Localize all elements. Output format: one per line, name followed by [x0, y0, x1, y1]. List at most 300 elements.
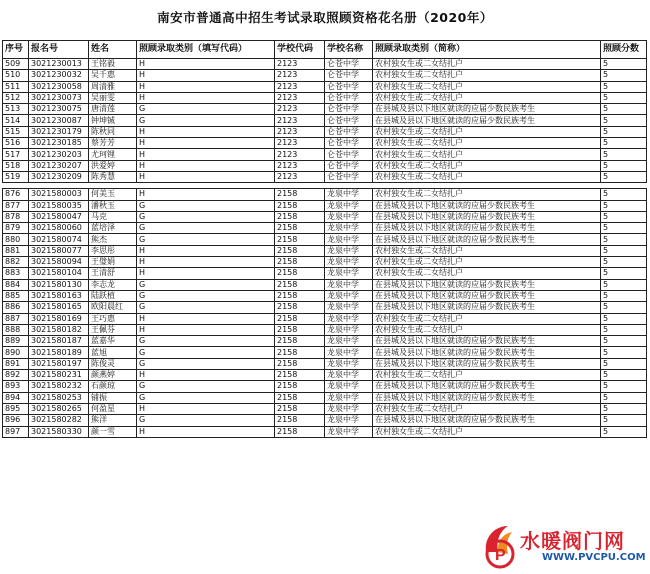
table-cell: 龙泉中学: [325, 257, 373, 268]
table-cell: 5: [601, 59, 647, 70]
table-cell: 3021230058: [29, 81, 89, 92]
table-cell: 5: [601, 381, 647, 392]
table-cell: 881: [3, 245, 29, 256]
table-cell: H: [137, 160, 275, 171]
table-cell: 5: [601, 324, 647, 335]
table-cell: 2123: [275, 160, 325, 171]
table-cell: 2158: [275, 347, 325, 358]
table-cell: 2158: [275, 279, 325, 290]
table-cell: 883: [3, 268, 29, 279]
table-cell: 5: [601, 257, 647, 268]
table-cell: 农村独女生或二女结扎户: [373, 59, 601, 70]
table-cell: 3021580189: [29, 347, 89, 358]
table-cell: 仑苍中学: [325, 70, 373, 81]
table-cell: 3021580047: [29, 211, 89, 222]
table-cell: G: [137, 211, 275, 222]
table-cell: 仑苍中学: [325, 92, 373, 103]
table-cell: 877: [3, 200, 29, 211]
table-cell: G: [137, 392, 275, 403]
table-cell: 5: [601, 290, 647, 301]
table-cell: 何盈星: [89, 403, 137, 414]
table-row: [3, 302, 647, 313]
table-cell: 在县城及县以下地区就读的应届少数民族考生: [373, 211, 601, 222]
table-cell: 511: [3, 81, 29, 92]
table-cell: G: [137, 336, 275, 347]
table-cell: 仑苍中学: [325, 160, 373, 171]
table-cell: 2158: [275, 189, 325, 200]
table-cell: 潘秋玉: [89, 200, 137, 211]
table-cell: 农村独女生或二女结扎户: [373, 126, 601, 137]
table-row: [3, 211, 647, 222]
table-cell: 王璧娟: [89, 257, 137, 268]
table-cell: 5: [601, 234, 647, 245]
table-cell: 在县城及县以下地区就读的应届少数民族考生: [373, 381, 601, 392]
table-cell: 5: [601, 92, 647, 103]
table-row: [3, 336, 647, 347]
table-cell: 欧阳晨红: [89, 302, 137, 313]
table-row: [3, 149, 647, 160]
table-cell: 2158: [275, 370, 325, 381]
table-cell: 农村独女生或二女结扎户: [373, 426, 601, 437]
table-cell: 2123: [275, 149, 325, 160]
table-cell: 3021230075: [29, 104, 89, 115]
table-row: [3, 347, 647, 358]
table-cell: 农村独女生或二女结扎户: [373, 257, 601, 268]
table-row: [3, 426, 647, 437]
table-cell: 王铭毅: [89, 59, 137, 70]
table-cell: 龙泉中学: [325, 358, 373, 369]
table-cell: 2158: [275, 336, 325, 347]
watermark-site-url: WWW.PVCPU.COM: [542, 552, 646, 563]
table-cell: 3021580094: [29, 257, 89, 268]
table-cell: 周清雅: [89, 81, 137, 92]
table-cell: 龙泉中学: [325, 245, 373, 256]
table-row: [3, 392, 647, 403]
table-cell: 512: [3, 92, 29, 103]
table-cell: 农村独女生或二女结扎户: [373, 171, 601, 182]
table-cell: G: [137, 381, 275, 392]
table-cell: 吴丽雯: [89, 92, 137, 103]
table-cell: H: [137, 245, 275, 256]
table-cell: 516: [3, 138, 29, 149]
table-cell: H: [137, 138, 275, 149]
table-cell: 2123: [275, 115, 325, 126]
table-cell: 马克: [89, 211, 137, 222]
table-row: [3, 324, 647, 335]
table-row: [3, 115, 647, 126]
table-row: [3, 403, 647, 414]
site-watermark: [480, 522, 645, 572]
table-cell: 龙泉中学: [325, 268, 373, 279]
table-cell: 在县城及县以下地区就读的应届少数民族考生: [373, 347, 601, 358]
table-cell: 农村独女生或二女结扎户: [373, 81, 601, 92]
table-cell: 896: [3, 415, 29, 426]
table-cell: 3021580035: [29, 200, 89, 211]
table-cell: 仑苍中学: [325, 126, 373, 137]
table-cell: G: [137, 279, 275, 290]
table-cell: 农村独女生或二女结扎户: [373, 92, 601, 103]
table-row: [3, 223, 647, 234]
table-cell: 5: [601, 268, 647, 279]
table-cell: 5: [601, 403, 647, 414]
table-cell: 尤珂锂: [89, 149, 137, 160]
table-cell: 5: [601, 138, 647, 149]
table-cell: 吴千惠: [89, 70, 137, 81]
table-cell: 3021230179: [29, 126, 89, 137]
table-cell: 3021230087: [29, 115, 89, 126]
table-cell: 蓝旭: [89, 347, 137, 358]
table-header-row: [3, 41, 647, 59]
table-cell: G: [137, 347, 275, 358]
table-cell: 洪爱婷: [89, 160, 137, 171]
table-cell: 农村独女生或二女结扎户: [373, 149, 601, 160]
table-cell: G: [137, 200, 275, 211]
table-cell: 510: [3, 70, 29, 81]
table-cell: 3021580197: [29, 358, 89, 369]
table-cell: 2158: [275, 403, 325, 414]
table-row: [3, 92, 647, 103]
table-cell: H: [137, 171, 275, 182]
table-cell: 龙泉中学: [325, 370, 373, 381]
table-cell: 蔡芳芳: [89, 138, 137, 149]
table-row: [3, 70, 647, 81]
column-header: 序号: [3, 41, 29, 59]
table-cell: 在县城及县以下地区就读的应届少数民族考生: [373, 104, 601, 115]
table-cell: 农村独女生或二女结扎户: [373, 370, 601, 381]
table-cell: H: [137, 81, 275, 92]
table-cell: 仑苍中学: [325, 59, 373, 70]
table-cell: 在县城及县以下地区就读的应届少数民族考生: [373, 358, 601, 369]
table-cell: 熊洋: [89, 415, 137, 426]
table-cell: 龙泉中学: [325, 403, 373, 414]
table-cell: 王佩芬: [89, 324, 137, 335]
table-cell: 3021230209: [29, 171, 89, 182]
table-cell: 2158: [275, 313, 325, 324]
table-cell: H: [137, 189, 275, 200]
table-cell: 884: [3, 279, 29, 290]
table-cell: 龙泉中学: [325, 392, 373, 403]
table-cell: 唐清莲: [89, 104, 137, 115]
table-cell: 518: [3, 160, 29, 171]
table-cell: 在县城及县以下地区就读的应届少数民族考生: [373, 115, 601, 126]
table-cell: 仑苍中学: [325, 138, 373, 149]
table-cell: 5: [601, 336, 647, 347]
table-cell: 5: [601, 313, 647, 324]
table-row: [3, 279, 647, 290]
table-row: [3, 160, 647, 171]
table-cell: 龙泉中学: [325, 381, 373, 392]
table-cell: 885: [3, 290, 29, 301]
table-cell: 3021580003: [29, 189, 89, 200]
table-cell: 农村独女生或二女结扎户: [373, 403, 601, 414]
table-cell: 2158: [275, 415, 325, 426]
table-cell: 仑苍中学: [325, 104, 373, 115]
table-cell: H: [137, 126, 275, 137]
table-cell: 2158: [275, 245, 325, 256]
table-cell: 2158: [275, 200, 325, 211]
table-cell: 龙泉中学: [325, 336, 373, 347]
table-cell: 2158: [275, 234, 325, 245]
table-cell: 3021580169: [29, 313, 89, 324]
table-cell: 颜燕婷: [89, 370, 137, 381]
table-cell: 2123: [275, 126, 325, 137]
table-cell: G: [137, 290, 275, 301]
table-cell: 龙泉中学: [325, 189, 373, 200]
table-cell: 农村独女生或二女结扎户: [373, 70, 601, 81]
table-cell: 2158: [275, 358, 325, 369]
table-cell: 3021580182: [29, 324, 89, 335]
table-cell: 894: [3, 392, 29, 403]
table-cell: 890: [3, 347, 29, 358]
table-cell: 铺振: [89, 392, 137, 403]
table-cell: 5: [601, 126, 647, 137]
table-cell: 李志龙: [89, 279, 137, 290]
table-cell: 农村独女生或二女结扎户: [373, 160, 601, 171]
table-row: [3, 415, 647, 426]
table-cell: 龙泉中学: [325, 347, 373, 358]
table-cell: H: [137, 70, 275, 81]
table-cell: H: [137, 426, 275, 437]
table-cell: 3021580130: [29, 279, 89, 290]
table-cell: 5: [601, 171, 647, 182]
table-row: [3, 59, 647, 70]
table-cell: 3021580077: [29, 245, 89, 256]
table-cell: 在县城及县以下地区就读的应届少数民族考生: [373, 234, 601, 245]
document-title: 南安市普通高中招生考试录取照顾资格花名册（2020年）: [157, 10, 493, 25]
table-cell: 876: [3, 189, 29, 200]
table-cell: 在县城及县以下地区就读的应届少数民族考生: [373, 279, 601, 290]
table-cell: H: [137, 257, 275, 268]
table-cell: 5: [601, 370, 647, 381]
table-cell: 龙泉中学: [325, 290, 373, 301]
table-cell: 3021230073: [29, 92, 89, 103]
table-cell: 3021230207: [29, 160, 89, 171]
column-header: 照顾录取类别（填写代码）: [137, 41, 275, 59]
table-cell: 3021580253: [29, 392, 89, 403]
table-cell: H: [137, 324, 275, 335]
table-cell: 897: [3, 426, 29, 437]
table-cell: 在县城及县以下地区就读的应届少数民族考生: [373, 336, 601, 347]
table-cell: 5: [601, 211, 647, 222]
table-cell: 龙泉中学: [325, 211, 373, 222]
table-cell: H: [137, 268, 275, 279]
table-row: [3, 245, 647, 256]
table-cell: 3021230203: [29, 149, 89, 160]
table-cell: 5: [601, 302, 647, 313]
table-cell: 515: [3, 126, 29, 137]
table-cell: 龙泉中学: [325, 223, 373, 234]
table-cell: 893: [3, 381, 29, 392]
table-cell: 3021580104: [29, 268, 89, 279]
table-cell: 878: [3, 211, 29, 222]
table-cell: 887: [3, 313, 29, 324]
table-cell: 龙泉中学: [325, 200, 373, 211]
table-row: [3, 313, 647, 324]
table-cell: 陆跃植: [89, 290, 137, 301]
table-cell: 李思彤: [89, 245, 137, 256]
column-header: 姓名: [89, 41, 137, 59]
table-cell: 农村独女生或二女结扎户: [373, 324, 601, 335]
table-cell: 5: [601, 347, 647, 358]
table-cell: G: [137, 115, 275, 126]
table-cell: 农村独女生或二女结扎户: [373, 313, 601, 324]
table-cell: 在县城及县以下地区就读的应届少数民族考生: [373, 223, 601, 234]
table-cell: 3021230013: [29, 59, 89, 70]
table-cell: 蓝培泽: [89, 223, 137, 234]
column-header: 学校名称: [325, 41, 373, 59]
table-cell: 5: [601, 115, 647, 126]
table-row: [3, 81, 647, 92]
table-cell: 仑苍中学: [325, 149, 373, 160]
table-cell: 2158: [275, 392, 325, 403]
table-row: [3, 370, 647, 381]
table-cell: 农村独女生或二女结扎户: [373, 189, 601, 200]
table-row: [3, 126, 647, 137]
table-cell: H: [137, 403, 275, 414]
pvcpu-logo-icon: [480, 522, 520, 570]
table-cell: 蓝嘉华: [89, 336, 137, 347]
table-cell: G: [137, 415, 275, 426]
table-cell: 888: [3, 324, 29, 335]
table-cell: G: [137, 223, 275, 234]
table-row: [3, 104, 647, 115]
table-cell: 3021230032: [29, 70, 89, 81]
roster-table-wrap: [2, 40, 647, 438]
table-cell: 龙泉中学: [325, 302, 373, 313]
table-cell: G: [137, 104, 275, 115]
table-cell: 陈俊灵: [89, 358, 137, 369]
table-row: [3, 257, 647, 268]
table-cell: 3021580074: [29, 234, 89, 245]
table-cell: G: [137, 302, 275, 313]
table-cell: 5: [601, 81, 647, 92]
table-cell: G: [137, 234, 275, 245]
table-cell: 514: [3, 115, 29, 126]
table-cell: H: [137, 149, 275, 160]
table-cell: H: [137, 370, 275, 381]
table-cell: 农村独女生或二女结扎户: [373, 268, 601, 279]
table-cell: 519: [3, 171, 29, 182]
table-cell: G: [137, 358, 275, 369]
table-cell: 龙泉中学: [325, 415, 373, 426]
table-row: [3, 268, 647, 279]
table-cell: 龙泉中学: [325, 426, 373, 437]
table-cell: 2123: [275, 104, 325, 115]
table-cell: 仑苍中学: [325, 171, 373, 182]
table-cell: 仑苍中学: [325, 115, 373, 126]
table-cell: 5: [601, 223, 647, 234]
table-cell: 龙泉中学: [325, 234, 373, 245]
table-cell: 王清舒: [89, 268, 137, 279]
svg-text:P: P: [495, 547, 506, 564]
table-cell: 农村独女生或二女结扎户: [373, 245, 601, 256]
table-cell: 3021580231: [29, 370, 89, 381]
table-cell: 在县城及县以下地区就读的应届少数民族考生: [373, 200, 601, 211]
table-cell: 5: [601, 415, 647, 426]
table-cell: H: [137, 59, 275, 70]
table-cell: 熊杰: [89, 234, 137, 245]
table-cell: 882: [3, 257, 29, 268]
column-header: 照顾录取类别（简称）: [373, 41, 601, 59]
table-cell: 龙泉中学: [325, 324, 373, 335]
table-cell: 3021580165: [29, 302, 89, 313]
table-cell: 2123: [275, 70, 325, 81]
column-header: 学校代码: [275, 41, 325, 59]
table-cell: 5: [601, 426, 647, 437]
table-cell: 2158: [275, 223, 325, 234]
table-cell: 509: [3, 59, 29, 70]
table-cell: 2158: [275, 290, 325, 301]
column-header: 照顾分数: [601, 41, 647, 59]
table-cell: 龙泉中学: [325, 279, 373, 290]
table-cell: 513: [3, 104, 29, 115]
table-cell: 3021580330: [29, 426, 89, 437]
table-cell: 何美玉: [89, 189, 137, 200]
table-row: [3, 138, 647, 149]
table-cell: 2123: [275, 81, 325, 92]
table-cell: 2158: [275, 302, 325, 313]
table-cell: 王巧惠: [89, 313, 137, 324]
table-row: [3, 290, 647, 301]
table-cell: 5: [601, 189, 647, 200]
table-cell: 3021580163: [29, 290, 89, 301]
table-cell: 2158: [275, 257, 325, 268]
table-cell: 仑苍中学: [325, 81, 373, 92]
table-cell: 2123: [275, 138, 325, 149]
table-cell: 2158: [275, 268, 325, 279]
table-cell: H: [137, 92, 275, 103]
table-cell: 2123: [275, 92, 325, 103]
table-cell: 在县城及县以下地区就读的应届少数民族考生: [373, 392, 601, 403]
roster-table: [2, 40, 647, 438]
table-cell: 5: [601, 70, 647, 81]
table-cell: 陈秋同: [89, 126, 137, 137]
table-cell: 3021580232: [29, 381, 89, 392]
table-cell: 886: [3, 302, 29, 313]
table-cell: 879: [3, 223, 29, 234]
table-cell: 2158: [275, 324, 325, 335]
table-cell: 2158: [275, 426, 325, 437]
table-cell: 891: [3, 358, 29, 369]
table-cell: 5: [601, 392, 647, 403]
table-row: [3, 200, 647, 211]
table-cell: 2158: [275, 381, 325, 392]
table-cell: 钟坤铖: [89, 115, 137, 126]
table-cell: 2123: [275, 171, 325, 182]
table-cell: 5: [601, 245, 647, 256]
table-row: [3, 234, 647, 245]
table-cell: 5: [601, 200, 647, 211]
table-cell: 5: [601, 160, 647, 171]
table-cell: 880: [3, 234, 29, 245]
table-row: [3, 171, 647, 182]
table-cell: 892: [3, 370, 29, 381]
table-cell: H: [137, 313, 275, 324]
table-cell: 517: [3, 149, 29, 160]
table-cell: 2123: [275, 59, 325, 70]
table-cell: 龙泉中学: [325, 313, 373, 324]
table-cell: 5: [601, 149, 647, 160]
table-cell: 在县城及县以下地区就读的应届少数民族考生: [373, 290, 601, 301]
table-cell: 农村独女生或二女结扎户: [373, 138, 601, 149]
watermark-site-name: 水暖阀门网: [520, 529, 625, 553]
table-cell: 5: [601, 279, 647, 290]
column-header: 报名号: [29, 41, 89, 59]
table-cell: 895: [3, 403, 29, 414]
table-cell: 在县城及县以下地区就读的应届少数民族考生: [373, 302, 601, 313]
table-cell: 颜一雪: [89, 426, 137, 437]
table-cell: 5: [601, 104, 647, 115]
